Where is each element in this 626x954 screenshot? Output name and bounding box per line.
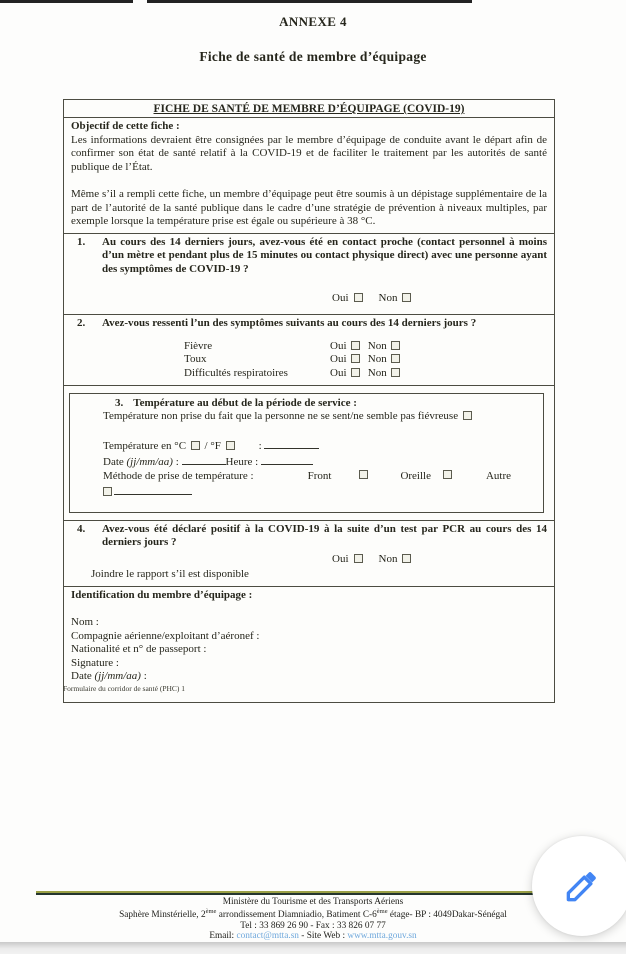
checkbox-icon bbox=[354, 293, 363, 302]
question-number: 1. bbox=[77, 235, 86, 248]
checkbox-icon bbox=[391, 368, 400, 377]
non-label: Non bbox=[378, 291, 398, 304]
footnote: Formulaire du corridor de santé (PHC) 1 bbox=[63, 684, 186, 693]
question-text: Avez-vous ressenti l’un des symptômes suivants au cours des 14 derniers jours ? bbox=[102, 317, 477, 330]
objective-section bbox=[64, 118, 554, 234]
question-3-wrapper bbox=[64, 386, 554, 521]
question-3 bbox=[69, 393, 544, 513]
blank-field bbox=[114, 484, 192, 495]
footer-rule bbox=[36, 893, 592, 895]
checkbox-icon bbox=[402, 293, 411, 302]
form-title: FICHE DE SANTÉ DE MEMBRE D’ÉQUIPAGE (COVID-19) bbox=[64, 100, 554, 118]
page-bottom-edge bbox=[0, 942, 626, 954]
checkbox-icon bbox=[351, 354, 360, 363]
checkbox-icon bbox=[391, 341, 400, 350]
checkbox-icon bbox=[463, 411, 472, 420]
date-heure-line: Date (jj/mm/aa) : Heure : bbox=[103, 454, 531, 470]
temp-method-other-line bbox=[103, 484, 531, 500]
identification-field: Signature : bbox=[71, 656, 119, 669]
pencil-icon bbox=[561, 865, 603, 907]
symptom-row bbox=[71, 353, 547, 367]
question-text: Avez-vous été déclaré positif à la COVID-19 à la suite d’un test par PCR au cours des 14 derniers jours ? bbox=[102, 522, 547, 549]
symptom-label: Toux bbox=[184, 353, 207, 366]
checkbox-icon bbox=[351, 341, 360, 350]
non-label: Non bbox=[378, 552, 398, 565]
question-number: 4. bbox=[77, 522, 86, 535]
attach-report-note: Joindre le rapport s’il est disponible bbox=[91, 568, 249, 581]
footer bbox=[0, 897, 626, 942]
symptom-row bbox=[71, 340, 547, 354]
checkbox-icon bbox=[443, 470, 452, 479]
non-label: Non bbox=[367, 353, 387, 366]
objective-paragraph-1: Les informations devraient être consignées par le membre d’équipage de conduite avant le départ afin de confirmer son état de santé relatif à la COVID-19 et de faciliter le traitement par les autorités de santé publique de l’État. bbox=[71, 133, 547, 173]
oui-non-group bbox=[332, 292, 547, 306]
footer-contact-line: Email: contact@mtta.sn - Site Web : www.mtta.gouv.sn bbox=[209, 931, 417, 942]
form-box bbox=[63, 99, 555, 703]
symptom-row bbox=[71, 367, 547, 381]
question-heading: 3. Température au début de la période de service : bbox=[115, 396, 357, 409]
footer-address-line: Saphère Minstérielle, 2ème arrondissement Diamniadio, Batiment C-6ème étage- BP : 4049Dakar-Sénégal bbox=[119, 908, 507, 921]
objective-heading: Objectif de cette fiche : bbox=[71, 120, 180, 132]
checkbox-icon bbox=[103, 487, 112, 496]
temp-method-line: Méthode de prise de température : Front Oreille Autre bbox=[103, 469, 512, 482]
identification-field: Compagnie aérienne/exploitant d’aéronef : bbox=[71, 629, 260, 642]
scan-artifact-line bbox=[0, 0, 133, 3]
question-1 bbox=[64, 234, 554, 315]
checkbox-icon bbox=[354, 554, 363, 563]
oui-label: Oui bbox=[330, 339, 347, 352]
email-link[interactable]: contact@mtta.sn bbox=[236, 931, 299, 942]
page-subtitle: Fiche de santé de membre d’équipage bbox=[199, 49, 427, 64]
symptom-label: Fièvre bbox=[184, 339, 213, 352]
checkbox-icon bbox=[402, 554, 411, 563]
footer-phone-line: Tel : 33 869 26 90 - Fax : 33 826 07 77 bbox=[240, 920, 386, 931]
annexe-title: ANNEXE 4 bbox=[279, 14, 347, 29]
checkbox-icon bbox=[191, 441, 200, 450]
symptom-label: Difficultés respiratoires bbox=[184, 366, 288, 379]
web-link[interactable]: www.mtta.gouv.sn bbox=[347, 931, 417, 942]
checkbox-icon bbox=[391, 354, 400, 363]
question-2 bbox=[64, 315, 554, 385]
checkbox-icon bbox=[351, 368, 360, 377]
blank-field bbox=[264, 438, 319, 449]
blank-field bbox=[182, 454, 226, 465]
temp-not-taken-line: Température non prise du fait que la personne ne se sent/ne semble pas fiévreuse bbox=[103, 410, 531, 424]
oui-label: Oui bbox=[330, 353, 347, 366]
question-text: Au cours des 14 derniers jours, avez-vous été en contact proche (contact personnel à moins d’un mètre et pendant plus de 15 minutes ou contact physique direct) avec une personne ayant des symptômes de COVID-19 ? bbox=[102, 235, 547, 275]
oui-label: Oui bbox=[332, 552, 349, 565]
identification-heading: Identification du membre d’équipage : bbox=[71, 588, 253, 601]
question-number: 2. bbox=[77, 317, 86, 330]
checkbox-icon bbox=[226, 441, 235, 450]
oui-label: Oui bbox=[332, 291, 349, 304]
non-label: Non bbox=[367, 366, 387, 379]
footer-ministry-line: Ministère du Tourisme et des Transports Aériens bbox=[222, 897, 404, 907]
objective-paragraph-2: Même s’il a rempli cette fiche, un membre d’équipage peut être soumis à un dépistage supplémentaire de la part de l’autorité de la santé publique dans le cadre d’une stratégie de prévention à niveaux multiples, par exemple lorsque la température prise est égale ou supérieure à 38 °C. bbox=[71, 187, 547, 228]
edit-fab-button[interactable] bbox=[532, 836, 626, 936]
scan-artifact-line bbox=[147, 0, 472, 3]
question-number: 3. bbox=[115, 396, 124, 409]
oui-label: Oui bbox=[330, 366, 347, 379]
checkbox-icon bbox=[359, 470, 368, 479]
question-4 bbox=[64, 521, 554, 587]
identification-field: Nom : bbox=[71, 616, 99, 629]
temp-value-line: Température en °C / °F : bbox=[103, 438, 531, 454]
blank-field bbox=[261, 454, 313, 465]
non-label: Non bbox=[367, 339, 387, 352]
identification-field: Nationalité et n° de passeport : bbox=[71, 643, 207, 656]
oui-non-group bbox=[332, 553, 547, 567]
identification-field: Date (jj/mm/aa) : bbox=[71, 670, 147, 683]
